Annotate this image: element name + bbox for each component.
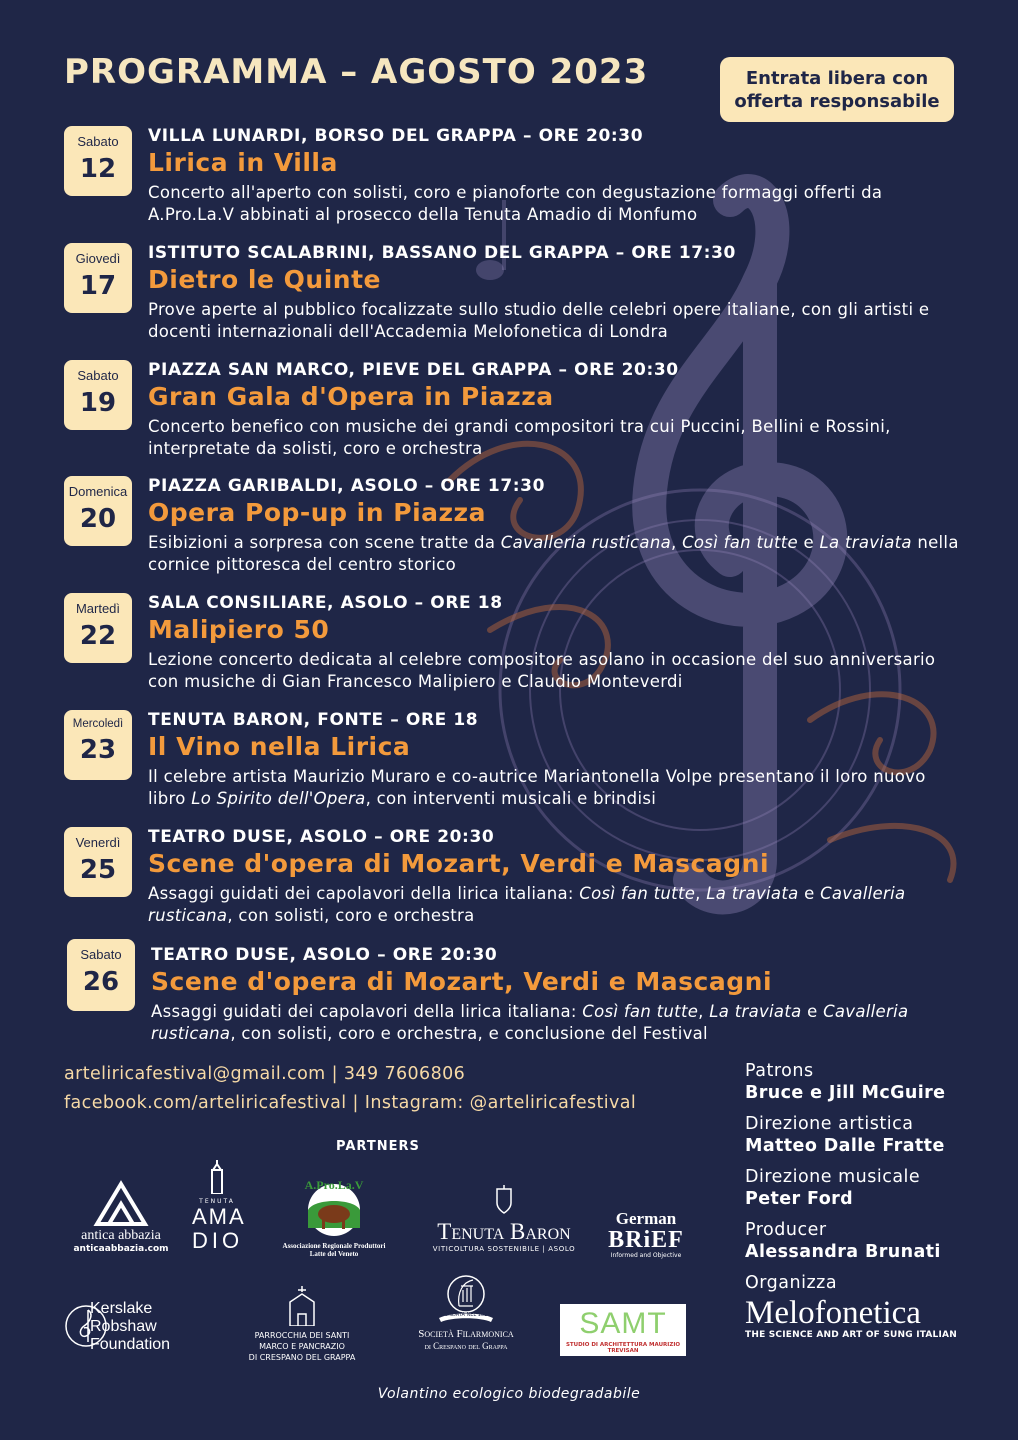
event-title: Opera Pop-up in Piazza (148, 498, 486, 527)
event-description (151, 1001, 971, 1045)
amadio-line1: AMA (192, 1204, 246, 1229)
tenuta-baron-name: Tenuta Baron (437, 1219, 571, 1244)
credit-name: Bruce e Jill McGuire (745, 1083, 946, 1103)
parrocchia-logo (236, 1286, 368, 1363)
date-badge (64, 126, 132, 196)
work-title: Così fan tutte (582, 1002, 699, 1021)
credit-name: Alessandra Brunati (745, 1242, 941, 1262)
date-weekday: Sabato (80, 947, 122, 962)
melofonetica-tagline: THE SCIENCE AND ART OF SUNG ITALIAN (745, 1330, 957, 1340)
free-entry-line1: Entrata libera con (745, 67, 929, 89)
email-link[interactable]: arteliricafestival@gmail.com (64, 1064, 326, 1084)
samt-sub: STUDIO DI ARCHITETTURA MAURIZIO TREVISAN (565, 1342, 681, 1354)
work-title: Lo Spirito dell'Opera (191, 789, 366, 808)
description-text: , con solisti, coro e orchestra, e conclusione del Festival (230, 1024, 708, 1043)
samt-logo (560, 1304, 686, 1356)
work-title: La traviata (706, 884, 799, 903)
event-item (67, 945, 967, 1049)
credit-item (745, 1166, 1005, 1210)
aprolav-sub2: Latte del Veneto (309, 1250, 359, 1258)
event-description (148, 883, 968, 927)
event-description (148, 416, 968, 460)
separator: | (352, 1093, 359, 1113)
parrocchia-line1: PARROCCHIA DEI SANTI (254, 1331, 350, 1340)
work-title: Così fan tutte (579, 884, 696, 903)
event-title: Malipiero 50 (148, 615, 330, 644)
church-icon (284, 1286, 320, 1326)
event-item (64, 126, 964, 230)
date-number: 26 (82, 967, 120, 997)
event-title: Lirica in Villa (148, 148, 338, 177)
event-location: PIAZZA GARIBALDI, ASOLO – ORE 17:30 (148, 476, 546, 496)
filarmonica-seal-text: FONDATA NEL 1821 (441, 1312, 491, 1318)
tower-icon (207, 1160, 227, 1194)
event-item (64, 243, 964, 347)
event-item (64, 360, 964, 464)
parrocchia-line2: MARCO E PANCRAZIO (259, 1342, 345, 1351)
event-description (148, 649, 968, 693)
description-text: Esibizioni a sorpresa con scene tratte da (148, 533, 501, 552)
separator: | (331, 1064, 338, 1084)
description-text: , (671, 533, 683, 552)
description-text: , (698, 1002, 710, 1021)
phone-link[interactable]: 349 7606806 (343, 1064, 466, 1084)
date-badge (64, 476, 132, 546)
description-text: Prove aperte al pubblico focalizzate sullo studio delle celebri opere italiane, con gli artisti e docenti internazionali dell'Accademia Melofonetica di Londra (148, 300, 930, 341)
date-number: 19 (79, 388, 117, 418)
credit-item (745, 1219, 1005, 1263)
event-location: VILLA LUNARDI, BORSO DEL GRAPPA – ORE 20:30 (148, 126, 644, 146)
filarmonica-line1: Società Filarmonica (418, 1328, 514, 1340)
aprolav-logo (266, 1178, 402, 1258)
footer-note: Volantino ecologico biodegradabile (377, 1386, 641, 1402)
credit-role: Organizza (745, 1273, 838, 1293)
description-text: e (797, 533, 820, 552)
credit-organizza (745, 1272, 1005, 1340)
description-text: , (695, 884, 707, 903)
aprolav-name: A.Pro.La.V (304, 1178, 364, 1192)
credit-role: Direzione musicale (745, 1167, 921, 1187)
date-number: 22 (79, 621, 117, 651)
event-location: SALA CONSILIARE, ASOLO – ORE 18 (148, 593, 503, 613)
free-entry-line2: offerta responsabile (734, 90, 940, 112)
credit-name: Peter Ford (745, 1189, 854, 1209)
credit-item (745, 1113, 1005, 1157)
credits (745, 1060, 1005, 1349)
aprolav-sub1: Associazione Regionale Produttori (282, 1242, 386, 1250)
date-number: 12 (79, 154, 117, 184)
description-text: Il celebre artista Maurizio Muraro e co-autrice Mariantonella Volpe presentano il loro nuovo libro (148, 767, 926, 808)
kerslake-line3: Foundation (90, 1336, 171, 1353)
date-number: 17 (79, 271, 117, 301)
date-badge (64, 243, 132, 313)
german-brief-line3: Informed and Objective (610, 1252, 682, 1259)
work-title: Cavalleria rusticana (500, 533, 671, 552)
date-number: 23 (79, 735, 117, 765)
date-weekday: Sabato (77, 134, 119, 149)
event-title: Dietro le Quinte (148, 265, 381, 294)
german-brief-logo (602, 1210, 690, 1259)
event-item (64, 593, 964, 697)
date-weekday: Venerdì (75, 835, 121, 850)
event-description (148, 182, 968, 226)
description-text: Assaggi guidati dei capolavori della lirica italiana: (148, 884, 580, 903)
event-location: TENUTA BARON, FONTE – ORE 18 (148, 710, 479, 730)
date-number: 20 (79, 504, 117, 534)
date-weekday: Domenica (68, 484, 128, 499)
amadio-line2: DIO (192, 1228, 244, 1253)
event-item (64, 710, 964, 814)
contacts (64, 1060, 636, 1118)
event-title: Gran Gala d'Opera in Piazza (148, 382, 554, 411)
credit-item (745, 1060, 1005, 1104)
page-title: PROGRAMMA – AGOSTO 2023 (64, 52, 649, 92)
event-description (148, 299, 968, 343)
kerslake-line2: Robshaw (90, 1318, 157, 1335)
work-title: Cavalleria rusticana (148, 884, 906, 925)
date-badge (64, 827, 132, 897)
credit-name: Matteo Dalle Fratte (745, 1136, 945, 1156)
facebook-link[interactable]: facebook.com/arteliricafestival (64, 1093, 347, 1113)
date-badge (64, 593, 132, 663)
work-title: La traviata (819, 533, 912, 552)
event-location: TEATRO DUSE, ASOLO – ORE 20:30 (151, 945, 498, 965)
work-title: Cavalleria rusticana (151, 1002, 909, 1043)
date-weekday: Giovedì (75, 251, 121, 266)
antica-abbazia-logo (66, 1180, 176, 1254)
date-badge (64, 710, 132, 780)
free-entry-badge (720, 57, 954, 122)
event-item (64, 827, 964, 931)
description-text: Assaggi guidati dei capolavori della lirica italiana: (151, 1002, 583, 1021)
event-description (148, 766, 968, 810)
event-location: TEATRO DUSE, ASOLO – ORE 20:30 (148, 827, 495, 847)
credit-role: Producer (745, 1220, 827, 1240)
event-item (64, 476, 964, 580)
filarmonica-line2: di Crespano del Grappa (424, 1341, 508, 1351)
antica-abbazia-name: antica abbazia (81, 1228, 161, 1243)
description-text: nella cornice pittoresca del centro storico (148, 533, 959, 574)
mountain-icon (93, 1180, 149, 1226)
instagram-link[interactable]: Instagram: @arteliricafestival (364, 1093, 637, 1113)
melofonetica-logo: Melofonetica (745, 1295, 921, 1331)
work-title: Così fan tutte (682, 533, 798, 552)
samt-name: SAMT (579, 1307, 667, 1340)
description-text: Concerto all'aperto con solisti, coro e pianoforte con degustazione formaggi offerti da A.Pro.La.V abbinati al prosecco della Tenuta Amadio di Monfumo (148, 183, 883, 224)
description-text: Lezione concerto dedicata al celebre compositore asolano in occasione del suo anniversario con musiche di Gian Francesco Malipiero e Claudio Monteverdi (148, 650, 936, 691)
tenuta-baron-sub: VITICOLTURA SOSTENIBILE | ASOLO (432, 1245, 576, 1253)
tenuta-amadio-logo (192, 1160, 246, 1253)
german-brief-line2: BRiEF (608, 1227, 684, 1253)
kerslake-line1: Kerslake (90, 1300, 153, 1317)
event-location: ISTITUTO SCALABRINI, BASSANO DEL GRAPPA – ORE 17:30 (148, 243, 736, 263)
credit-role: Direzione artistica (745, 1114, 914, 1134)
filarmonica-logo (396, 1272, 536, 1352)
description-text: , con interventi musicali e brindisi (365, 789, 657, 808)
german-brief-line1: German (615, 1209, 677, 1228)
description-text: e (801, 1002, 824, 1021)
event-title: Scene d'opera di Mozart, Verdi e Mascagni (148, 849, 770, 878)
date-weekday: Mercoledì (72, 718, 124, 730)
antica-abbazia-url: anticaabbazia.com (73, 1244, 169, 1254)
date-weekday: Sabato (77, 368, 119, 383)
event-title: Scene d'opera di Mozart, Verdi e Mascagni (151, 967, 773, 996)
event-location: PIAZZA SAN MARCO, PIEVE DEL GRAPPA – ORE 20:30 (148, 360, 679, 380)
date-badge (67, 939, 135, 1011)
description-text: e (798, 884, 821, 903)
date-number: 25 (79, 855, 117, 885)
event-title: Il Vino nella Lirica (148, 732, 411, 761)
crest-icon (494, 1185, 514, 1215)
work-title: La traviata (709, 1002, 802, 1021)
amadio-top: TENUTA (199, 1198, 235, 1205)
description-text: , con solisti, coro e orchestra (227, 906, 475, 925)
date-badge (64, 360, 132, 430)
tenuta-baron-logo (424, 1185, 584, 1253)
description-text: Concerto benefico con musiche dei grandi compositori tra cui Puccini, Bellini e Rossini, interpretate da solisti, coro e orchestra (148, 417, 891, 458)
credit-role: Patrons (745, 1061, 814, 1081)
date-weekday: Martedì (75, 601, 121, 616)
parrocchia-line3: DI CRESPANO DEL GRAPPA (248, 1353, 356, 1362)
partners-heading: PARTNERS (336, 1139, 420, 1154)
event-description (148, 532, 968, 576)
